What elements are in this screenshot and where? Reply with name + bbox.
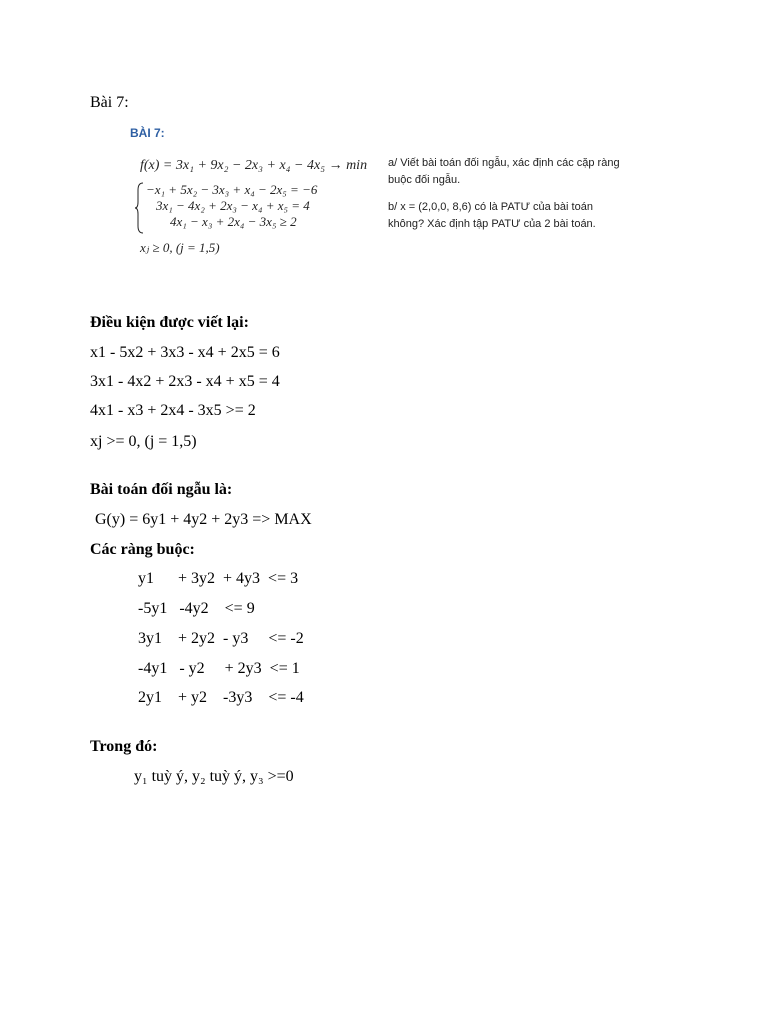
dual-constraint-2: -5y1 -4y2 <= 9 bbox=[138, 600, 255, 617]
dual-heading: Bài toán đối ngẫu là: bbox=[90, 481, 233, 498]
note-a-line2: buộc đối ngẫu. bbox=[388, 174, 461, 186]
image-constraint-2: 3x₁ − 4x₂ + 2x₃ − x₄ + x₅ = 4 bbox=[156, 198, 310, 213]
note-b-line1: b/ x = (2,0,0, 8,6) có là PATƯ của bài toán bbox=[388, 201, 593, 213]
brace-icon bbox=[134, 182, 144, 234]
dual-constraint-3: 3y1 + 2y2 - y3 <= -2 bbox=[138, 630, 304, 647]
rewritten-line-1: x1 - 5x2 + 3x3 - x4 + 2x5 = 6 bbox=[90, 344, 280, 361]
image-nonneg: xⱼ ≥ 0, (j = 1,5) bbox=[140, 240, 220, 255]
objective-function: f(x) = 3x₁ + 9x₂ − 2x₃ + x₄ − 4x₅ → min bbox=[140, 158, 368, 173]
exercise-title: Bài 7: bbox=[90, 94, 129, 111]
rewritten-line-2: 3x1 - 4x2 + 2x3 - x4 + x5 = 4 bbox=[90, 373, 280, 390]
dual-constraint-5: 2y1 + y2 -3y3 <= -4 bbox=[138, 689, 304, 706]
dual-constraints-heading: Các ràng buộc: bbox=[90, 541, 195, 558]
image-heading: BÀI 7: bbox=[130, 126, 165, 140]
note-a-line1: a/ Viết bài toán đối ngẫu, xác định các cặp ràng bbox=[388, 157, 620, 169]
problem-image bbox=[130, 126, 650, 266]
dual-constraint-1: y1 + 3y2 + 4y3 <= 3 bbox=[138, 570, 299, 587]
dual-objective: G(y) = 6y1 + 4y2 + 2y3 => MAX bbox=[95, 511, 312, 528]
note-b-line2: không? Xác định tập PATƯ của 2 bài toán. bbox=[388, 218, 596, 230]
image-constraint-1: −x₁ + 5x₂ − 3x₃ + x₄ − 2x₅ = −6 bbox=[146, 182, 318, 197]
rewritten-line-3: 4x1 - x3 + 2x4 - 3x5 >= 2 bbox=[90, 402, 256, 419]
rewritten-line-4: xj >= 0, (j = 1,5) bbox=[90, 433, 197, 450]
image-constraint-3: 4x₁ − x₃ + 2x₄ − 3x₅ ≥ 2 bbox=[170, 214, 297, 229]
where-text: y₁ tuỳ ý, y₂ tuỳ ý, y₃ >=0 bbox=[134, 768, 294, 785]
dual-constraint-4: -4y1 - y2 + 2y3 <= 1 bbox=[138, 660, 300, 677]
where-heading: Trong đó: bbox=[90, 738, 158, 755]
rewritten-heading: Điều kiện được viết lại: bbox=[90, 314, 249, 331]
